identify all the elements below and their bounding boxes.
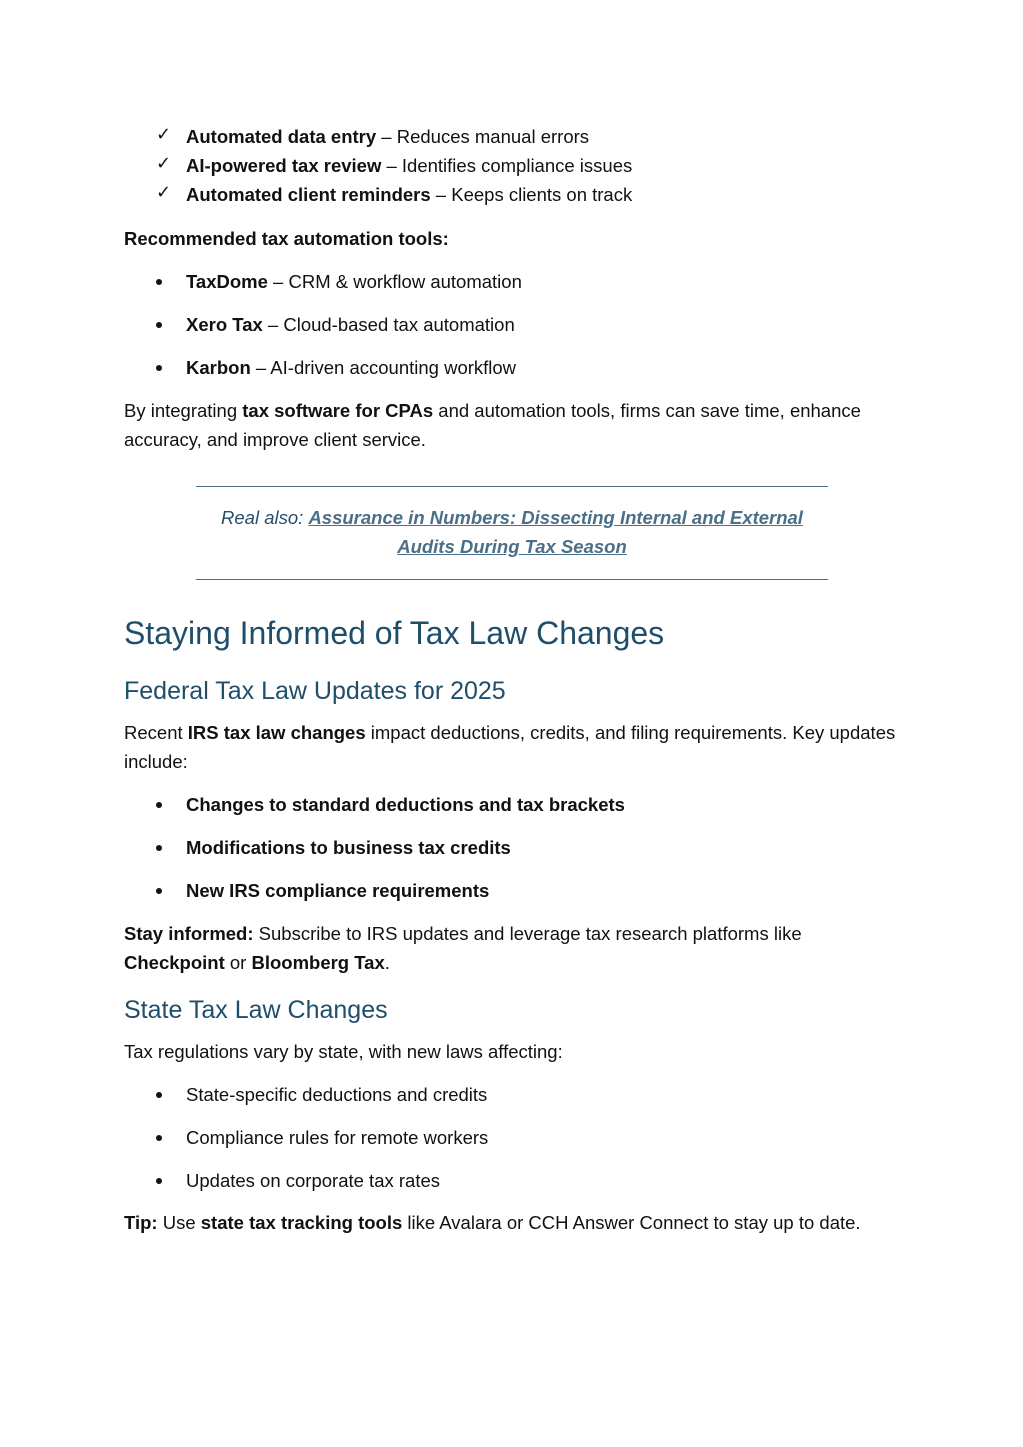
text-span: Recent [124, 722, 188, 743]
federal-heading: Federal Tax Law Updates for 2025 [124, 677, 506, 705]
item-text: – Identifies compliance issues [381, 155, 633, 176]
bullet-icon [156, 888, 162, 894]
bold-span: Tip: [124, 1212, 158, 1233]
tools-list [124, 267, 900, 396]
read-also-label: Real also: [221, 507, 309, 528]
list-item [124, 876, 900, 919]
item-title: Automated data entry [186, 126, 377, 147]
bold-span: Checkpoint [124, 952, 225, 973]
list-item [124, 310, 900, 353]
list-item [124, 1166, 900, 1209]
item-title: AI-powered tax review [186, 155, 382, 176]
document-page [124, 0, 900, 1447]
feature-checklist [124, 122, 900, 209]
text-span: By integrating [124, 400, 243, 421]
section-title: Staying Informed of Tax Law Changes [124, 615, 665, 651]
list-item [124, 151, 900, 180]
list-item [124, 790, 900, 833]
federal-intro [124, 718, 900, 776]
item-text: Modifications to business tax credits [186, 837, 511, 858]
bullet-icon [156, 279, 162, 285]
tool-desc: – AI-driven accounting workflow [250, 357, 517, 378]
integration-paragraph [124, 396, 900, 454]
bullet-icon [156, 1135, 162, 1141]
federal-updates-list [124, 790, 900, 919]
bullet-icon [156, 1092, 162, 1098]
bullet-icon [156, 845, 162, 851]
text-span: like Avalara or CCH Answer Connect to stay up to date. [402, 1212, 861, 1233]
bold-span: state tax tracking tools [200, 1212, 403, 1233]
item-text: – Reduces manual errors [376, 126, 590, 147]
list-item [124, 267, 900, 310]
item-text: – Keeps clients on track [430, 184, 633, 205]
text-span: Use [157, 1212, 201, 1233]
bold-span: Stay informed: [124, 923, 254, 944]
item-text: New IRS compliance requirements [186, 880, 490, 901]
bullet-icon [156, 802, 162, 808]
tool-name: TaxDome [186, 271, 268, 292]
state-changes-list [124, 1080, 900, 1209]
state-heading: State Tax Law Changes [124, 996, 388, 1024]
tool-name: Karbon [186, 357, 251, 378]
tools-heading-text: Recommended tax automation tools: [124, 228, 449, 249]
list-item [124, 180, 900, 209]
text-span: and automation tools, firms can save time, enhance accuracy, and improve client service. [124, 400, 861, 450]
list-item [124, 353, 900, 396]
read-also-link[interactable]: Assurance in Numbers: Dissecting Internal and External Audits During Tax Season [308, 507, 803, 557]
text-span: Subscribe to IRS updates and leverage tax research platforms like [253, 923, 802, 944]
list-item [124, 833, 900, 876]
read-also-callout [196, 486, 828, 580]
stay-informed-paragraph [124, 919, 900, 977]
text-span: . [384, 952, 390, 973]
item-title: Automated client reminders [186, 184, 431, 205]
item-text: Changes to standard deductions and tax brackets [186, 794, 625, 815]
tool-desc: – CRM & workflow automation [267, 271, 522, 292]
list-item [124, 122, 900, 151]
bold-span: tax software for CPAs [242, 400, 434, 421]
tools-heading [124, 224, 900, 253]
bold-span: IRS tax law changes [187, 722, 366, 743]
text-span: or [224, 952, 252, 973]
text-span: impact deductions, credits, and filing requirements. Key updates include: [124, 722, 896, 772]
tool-name: Xero Tax [186, 314, 263, 335]
checkmark-icon: ✓ [156, 124, 172, 145]
list-item [124, 1123, 900, 1166]
state-intro: Tax regulations vary by state, with new laws affecting: [124, 1041, 563, 1062]
checkmark-icon: ✓ [156, 153, 172, 174]
item-text: Updates on corporate tax rates [186, 1170, 441, 1191]
tool-desc: – Cloud-based tax automation [262, 314, 515, 335]
item-text: State-specific deductions and credits [186, 1084, 488, 1105]
bullet-icon [156, 1178, 162, 1184]
bold-span: Bloomberg Tax [251, 952, 385, 973]
tip-paragraph [124, 1208, 900, 1237]
list-item [124, 1080, 900, 1123]
checkmark-icon: ✓ [156, 182, 172, 203]
bullet-icon [156, 322, 162, 328]
bullet-icon [156, 365, 162, 371]
item-text: Compliance rules for remote workers [186, 1127, 489, 1148]
